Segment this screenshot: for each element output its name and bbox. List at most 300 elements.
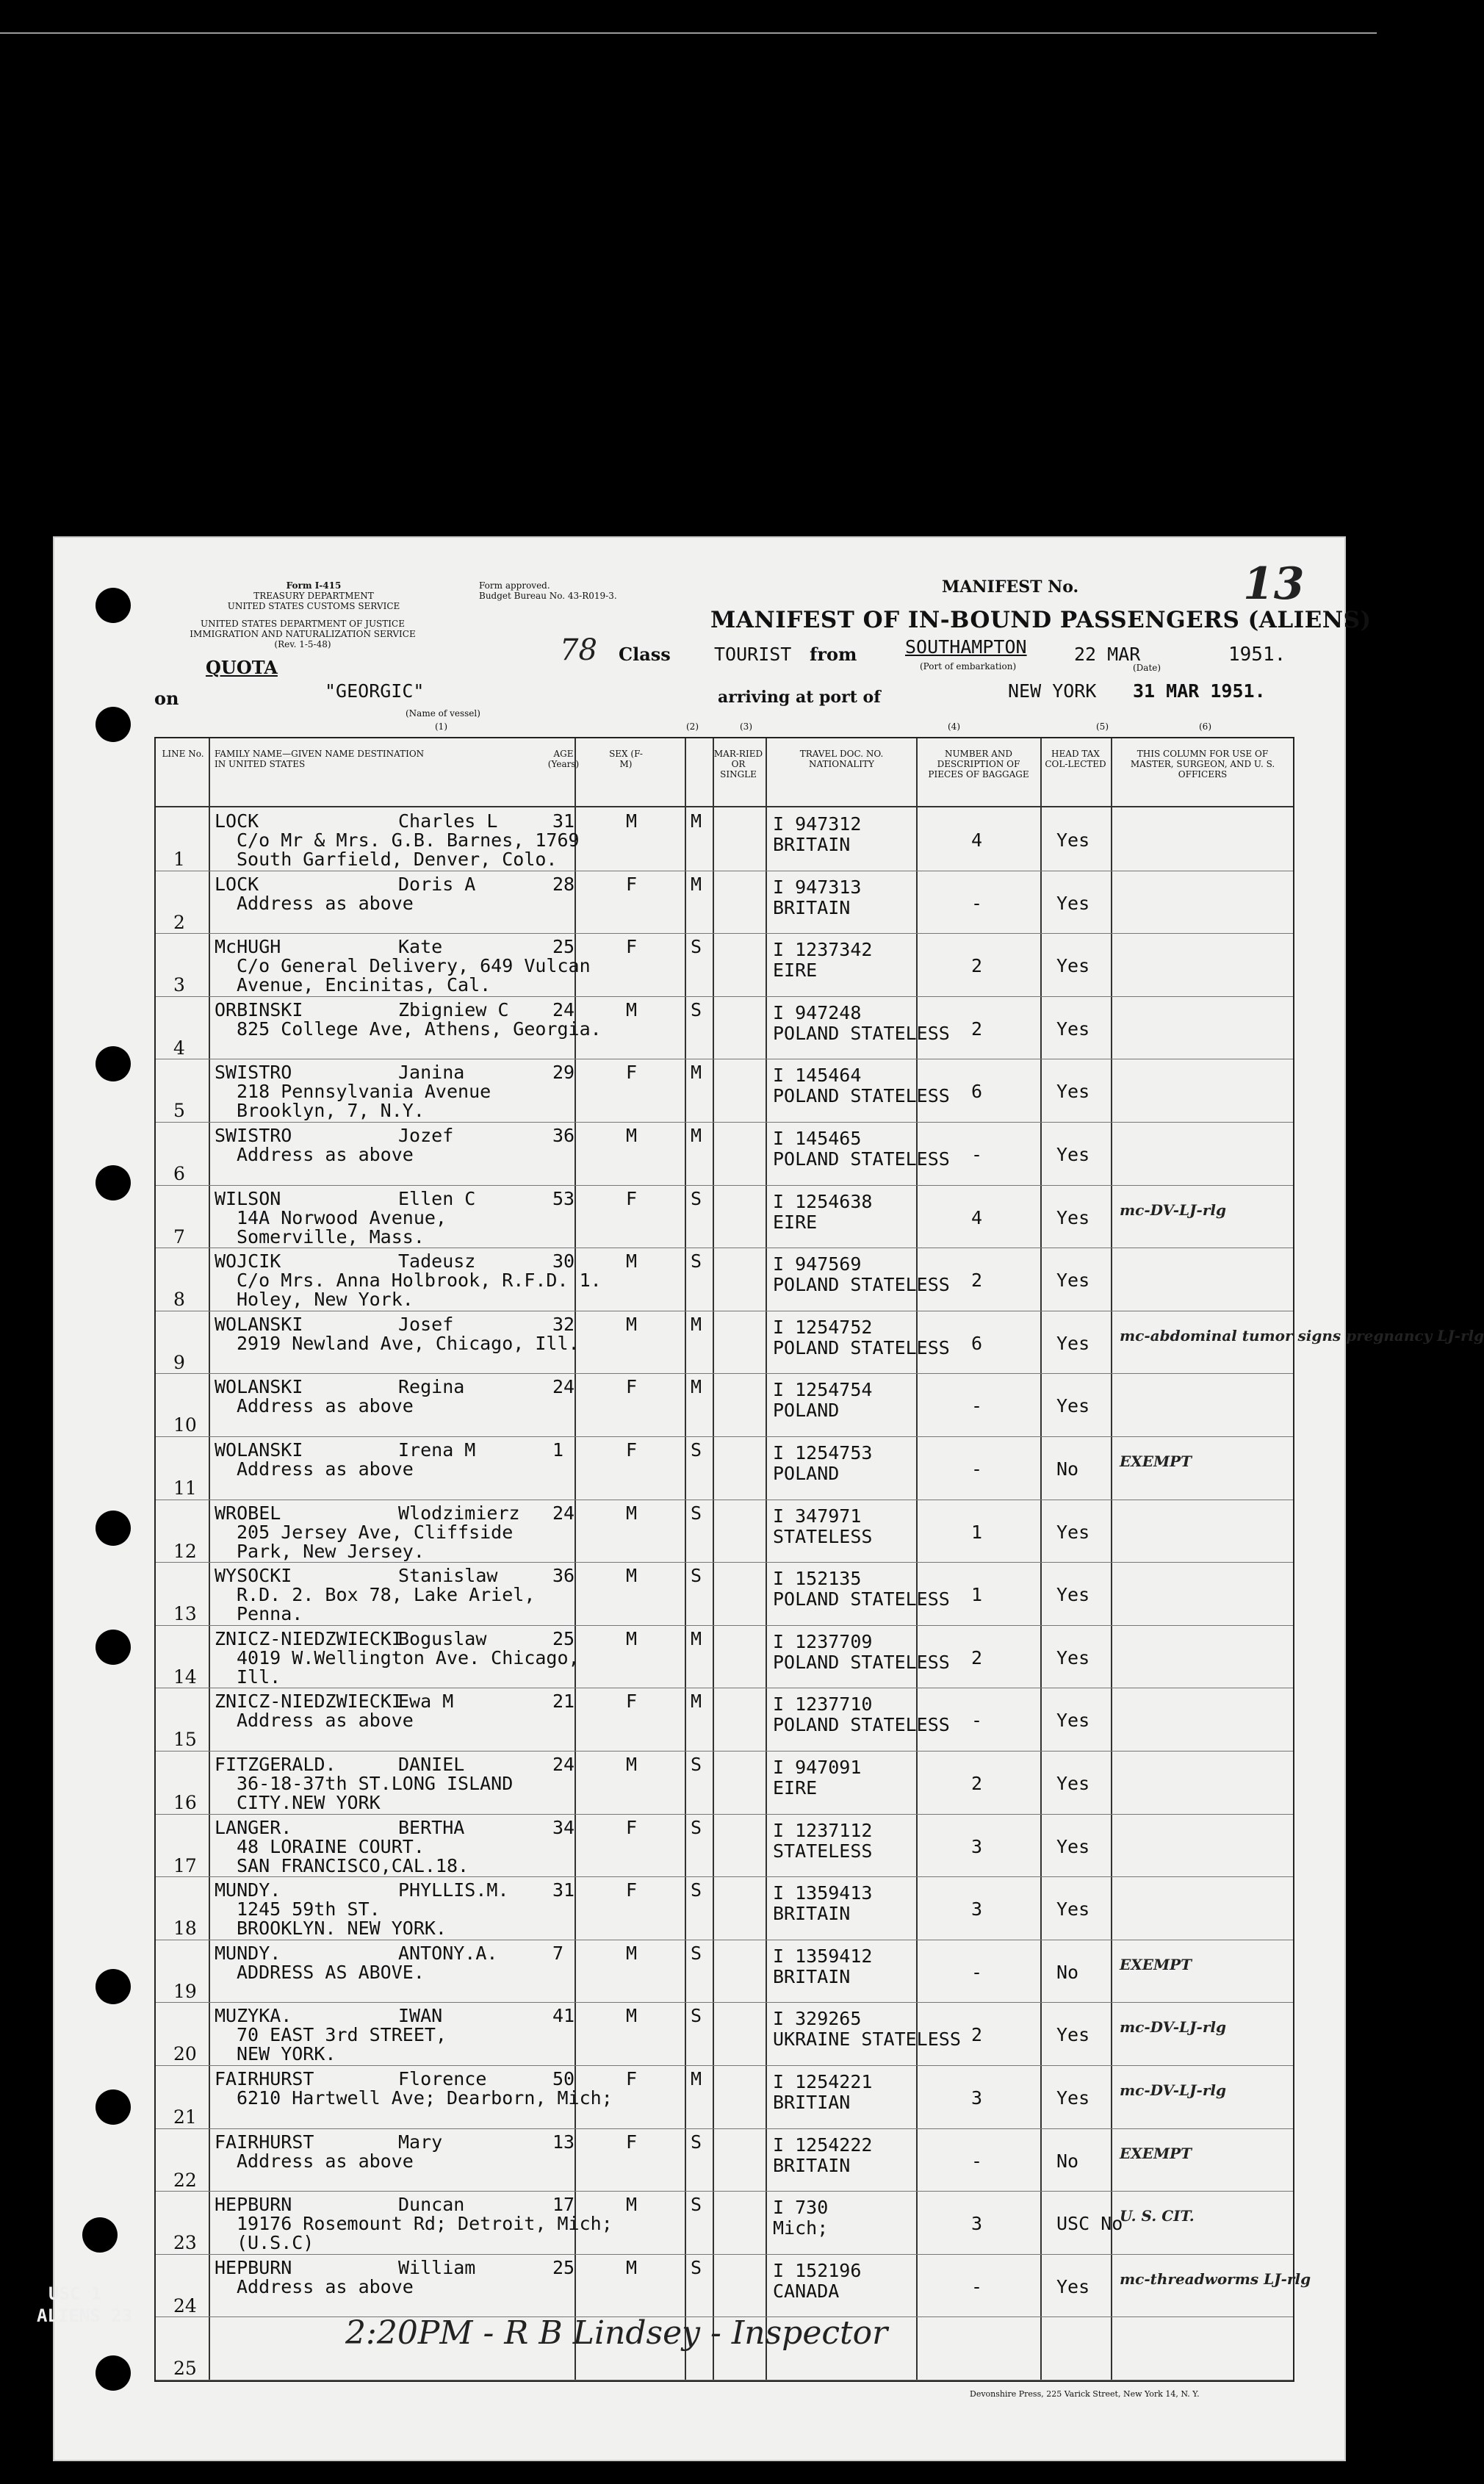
row-sex: F: [626, 936, 638, 958]
row-marital: M: [691, 1376, 702, 1398]
header-tax: HEAD TAX COL-LECTED: [1045, 749, 1106, 769]
row-line-number: 1: [173, 849, 185, 870]
row-line-number: 17: [173, 1854, 197, 1876]
table-row: [156, 2191, 1293, 2255]
row-line-number: 2: [173, 911, 185, 933]
row-marital: S: [691, 936, 702, 958]
header-use: THIS COLUMN FOR USE OF MASTER, SURGEON, AND U. S. OFFICERS: [1130, 749, 1275, 780]
row-officer-note: EXEMPT: [1120, 1955, 1192, 1973]
class-number: 78: [560, 633, 597, 667]
row-given-name: PHYLLIS.M.: [398, 1879, 509, 1901]
row-destination: 6210 Hartwell Ave; Dearborn, Mich;: [237, 2087, 613, 2109]
row-family-name: WOLANSKI: [215, 1313, 303, 1335]
row-nationality: POLAND STATELESS: [773, 1588, 950, 1610]
row-given-name: Zbigniew C: [398, 998, 509, 1020]
row-nationality: POLAND STATELESS: [773, 1714, 950, 1736]
row-head-tax: Yes: [1056, 892, 1090, 914]
row-marital: S: [691, 1754, 702, 1775]
row-family-name: LOCK: [215, 873, 259, 895]
row-destination: C/o Mr & Mrs. G.B. Barnes, 1769: [237, 829, 580, 851]
header-travel: TRAVEL DOC. NO. NATIONALITY: [799, 749, 884, 769]
col-num-5: (5): [1096, 721, 1109, 732]
row-head-tax: Yes: [1056, 1144, 1090, 1165]
table-row: [156, 1814, 1293, 1878]
binder-hole: [82, 2217, 118, 2253]
manifest-table: [154, 737, 1484, 2382]
quota-label: QUOTA: [206, 657, 278, 678]
row-nationality: BRITAIN: [773, 2154, 851, 2176]
table-row: [156, 807, 1293, 871]
row-head-tax: Yes: [1056, 1710, 1090, 1732]
row-marital: S: [691, 2194, 702, 2216]
row-marital: S: [691, 1250, 702, 1272]
row-line-number: 20: [173, 2043, 197, 2065]
manifest-title: MANIFEST OF IN-BOUND PASSENGERS (ALIENS): [710, 607, 1372, 633]
row-given-name: DANIEL: [398, 1754, 465, 1775]
row-line-number: 25: [173, 2358, 197, 2380]
table-row: [156, 2065, 1293, 2129]
row-family-name: LOCK: [215, 810, 259, 832]
binder-hole: [96, 1969, 131, 2004]
row-head-tax: Yes: [1056, 1646, 1090, 1668]
row-family-name: SWISTRO: [215, 1062, 292, 1084]
row-baggage: 2: [971, 1773, 983, 1794]
row-family-name: FAIRHURST: [215, 2068, 314, 2089]
row-nationality: BRITAIN: [773, 896, 851, 918]
header-baggage: NUMBER AND DESCRIPTION OF PIECES OF BAGGAGE: [928, 749, 1029, 780]
row-marital: M: [691, 1627, 702, 1649]
row-destination: 48 LORAINE COURT.: [237, 1835, 425, 1857]
row-travel-doc: I 1254221: [773, 2071, 873, 2092]
row-travel-doc: I 1254222: [773, 2134, 873, 2156]
inspector-signature: 2:20PM - R B Lindsey - Inspector: [345, 2314, 888, 2352]
row-age: 29: [552, 1062, 575, 1084]
row-baggage: 3: [971, 2087, 983, 2109]
row-given-name: Mary: [398, 2131, 443, 2153]
row-family-name: FAIRHURST: [215, 2131, 314, 2153]
form-number: Form I-415: [286, 580, 342, 591]
table-row: [156, 996, 1293, 1060]
row-baggage: 1: [971, 1521, 983, 1543]
row-given-name: ANTONY.A.: [398, 1942, 498, 1964]
row-destination: 14A Norwood Avenue,: [237, 1206, 447, 1228]
row-family-name: McHUGH: [215, 936, 281, 958]
row-destination: C/o General Delivery, 649 Vulcan: [237, 955, 591, 977]
row-nationality: CANADA: [773, 2280, 840, 2302]
row-nationality: POLAND: [773, 1400, 840, 1422]
row-family-name: HEPBURN: [215, 2256, 292, 2278]
departure-date: 22 MAR: [1074, 644, 1141, 665]
col-num-4: (4): [948, 721, 960, 732]
row-officer-note: EXEMPT: [1120, 1452, 1192, 1470]
row-marital: S: [691, 1942, 702, 1964]
manifest-no-label: MANIFEST No.: [942, 577, 1079, 597]
row-head-tax: Yes: [1056, 1270, 1090, 1292]
row-nationality: BRITIAN: [773, 2092, 851, 2113]
on-label: on: [154, 688, 179, 709]
row-line-number: 24: [173, 2294, 197, 2316]
row-line-number: 3: [173, 974, 185, 996]
row-destination-2: South Garfield, Denver, Colo.: [237, 849, 558, 870]
row-marital: S: [691, 1439, 702, 1461]
row-family-name: WOLANSKI: [215, 1376, 303, 1398]
row-baggage: -: [971, 1458, 983, 1480]
row-age: 24: [552, 1754, 575, 1775]
row-baggage: 2: [971, 955, 983, 977]
row-head-tax: No: [1056, 1458, 1079, 1480]
row-travel-doc: I 1237342: [773, 939, 873, 961]
header-name: FAMILY NAME—GIVEN NAME DESTINATION IN UNITED STATES: [215, 749, 425, 769]
row-destination: Address as above: [237, 2150, 414, 2172]
row-head-tax: Yes: [1056, 955, 1090, 977]
row-marital: S: [691, 1879, 702, 1901]
row-sex: M: [626, 2194, 638, 2216]
row-head-tax: Yes: [1056, 1898, 1090, 1920]
row-age: 17: [552, 2194, 575, 2216]
row-family-name: WOLANSKI: [215, 1439, 303, 1461]
row-officer-note: mc-DV-LJ-rlg: [1120, 2081, 1226, 2099]
row-nationality: POLAND STATELESS: [773, 1022, 950, 1044]
row-destination: Address as above: [237, 1144, 414, 1165]
row-baggage: 1: [971, 1584, 983, 1606]
row-age: 25: [552, 1627, 575, 1649]
row-head-tax: Yes: [1056, 1206, 1090, 1228]
row-given-name: Ewa M: [398, 1691, 454, 1713]
row-destination-2: Holey, New York.: [237, 1289, 414, 1311]
row-age: 36: [552, 1125, 575, 1146]
table-row: [156, 2128, 1293, 2192]
binder-hole: [96, 2089, 131, 2125]
row-sex: M: [626, 2256, 638, 2278]
row-age: 34: [552, 1816, 575, 1838]
row-given-name: Doris A: [398, 873, 476, 895]
row-sex: M: [626, 1313, 638, 1335]
row-sex: M: [626, 1502, 638, 1524]
row-nationality: STATELESS: [773, 1840, 873, 1862]
table-row: [156, 1373, 1293, 1437]
row-officer-note: mc-abdominal tumor signs pregnancy LJ-rlg: [1120, 1326, 1484, 1344]
row-age: 1: [552, 1439, 564, 1461]
row-travel-doc: I 947312: [773, 813, 862, 835]
row-age: 41: [552, 2005, 575, 2027]
row-destination: Address as above: [237, 1458, 414, 1480]
row-destination-2: BROOKLYN. NEW YORK.: [237, 1918, 447, 1940]
row-destination-2: Ill.: [237, 1666, 281, 1688]
col-num-3: (3): [740, 721, 752, 732]
table-row: [156, 1688, 1293, 1752]
row-head-tax: No: [1056, 2150, 1079, 2172]
row-destination: 36-18-37th ST.LONG ISLAND: [237, 1773, 514, 1794]
row-baggage: -: [971, 1395, 983, 1417]
row-sex: F: [626, 2131, 638, 2153]
row-sex: F: [626, 1187, 638, 1209]
row-family-name: FITZGERALD.: [215, 1754, 336, 1775]
row-given-name: Regina: [398, 1376, 465, 1398]
row-marital: S: [691, 2256, 702, 2278]
row-nationality: STATELESS: [773, 1525, 873, 1547]
row-given-name: Kate: [398, 936, 443, 958]
row-head-tax: Yes: [1056, 1835, 1090, 1857]
row-age: 21: [552, 1691, 575, 1713]
binder-hole: [96, 2355, 131, 2391]
table-row: [156, 871, 1293, 935]
row-travel-doc: I 947248: [773, 1001, 862, 1023]
table-row: [156, 1751, 1293, 1815]
header-age: AGE (Years): [547, 749, 580, 769]
row-family-name: WILSON: [215, 1187, 281, 1209]
row-destination-2: Somerville, Mass.: [237, 1225, 425, 1248]
row-line-number: 8: [173, 1289, 185, 1311]
row-age: 25: [552, 2256, 575, 2278]
row-travel-doc: I 1237710: [773, 1693, 873, 1716]
row-marital: M: [691, 1691, 702, 1713]
table-row: [156, 1185, 1293, 1249]
row-head-tax: Yes: [1056, 1521, 1090, 1543]
binder-hole: [96, 588, 131, 623]
row-sex: F: [626, 2068, 638, 2089]
row-nationality: BRITAIN: [773, 1903, 851, 1925]
row-sex: M: [626, 2005, 638, 2027]
row-given-name: Tadeusz: [398, 1250, 476, 1272]
table-row: [156, 1625, 1293, 1689]
manifest-number: 13: [1243, 558, 1305, 610]
row-age: 32: [552, 1313, 575, 1335]
row-baggage: -: [971, 892, 983, 914]
row-age: 7: [552, 1942, 564, 1964]
row-sex: M: [626, 1125, 638, 1146]
row-travel-doc: I 1254752: [773, 1316, 873, 1338]
row-line-number: 12: [173, 1540, 197, 1562]
table-row: [156, 2002, 1293, 2066]
arriving-label: arriving at port of: [718, 688, 881, 707]
row-destination-2: Penna.: [237, 1603, 303, 1625]
row-baggage: 6: [971, 1081, 983, 1103]
row-destination-2: Avenue, Encinitas, Cal.: [237, 974, 491, 996]
arrival-port: NEW YORK: [1008, 680, 1097, 702]
row-nationality: POLAND STATELESS: [773, 1274, 950, 1296]
row-baggage: 2: [971, 1270, 983, 1292]
table-row: [156, 933, 1293, 997]
row-destination: Address as above: [237, 1710, 414, 1732]
dept-justice: UNITED STATES DEPARTMENT OF JUSTICE: [201, 619, 405, 629]
port-caption: (Port of embarkation): [920, 661, 1017, 672]
row-travel-doc: I 152196: [773, 2259, 862, 2281]
row-marital: M: [691, 1062, 702, 1084]
row-age: 24: [552, 1502, 575, 1524]
row-sex: M: [626, 1250, 638, 1272]
row-travel-doc: I 1359412: [773, 1945, 873, 1967]
row-line-number: 19: [173, 1980, 197, 2002]
row-line-number: 13: [173, 1603, 197, 1625]
row-destination: Address as above: [237, 1395, 414, 1417]
top-rule: [0, 32, 1377, 34]
row-head-tax: Yes: [1056, 1332, 1090, 1354]
row-officer-note: U. S. CIT.: [1120, 2207, 1195, 2225]
row-head-tax: Yes: [1056, 2024, 1090, 2046]
row-destination-2: Brooklyn, 7, N.Y.: [237, 1100, 425, 1122]
row-destination: 19176 Rosemount Rd; Detroit, Mich;: [237, 2213, 613, 2235]
row-given-name: Jozef: [398, 1125, 454, 1146]
row-travel-doc: I 145464: [773, 1065, 862, 1087]
dept-treasury: TREASURY DEPARTMENT: [253, 591, 374, 601]
row-baggage: -: [971, 1961, 983, 1983]
table-row: [156, 1059, 1293, 1123]
row-marital: M: [691, 873, 702, 895]
from-label: from: [810, 644, 857, 665]
row-sex: F: [626, 1691, 638, 1713]
row-head-tax: Yes: [1056, 1081, 1090, 1103]
row-family-name: HEPBURN: [215, 2194, 292, 2216]
row-travel-doc: I 1254754: [773, 1379, 873, 1401]
row-travel-doc: I 947569: [773, 1253, 862, 1275]
row-sex: F: [626, 1879, 638, 1901]
row-sex: F: [626, 1062, 638, 1084]
row-head-tax: Yes: [1056, 1584, 1090, 1606]
row-age: 50: [552, 2068, 575, 2089]
row-destination: R.D. 2. Box 78, Lake Ariel,: [237, 1584, 536, 1606]
row-family-name: MUNDY.: [215, 1942, 281, 1964]
row-travel-doc: I 947313: [773, 876, 862, 898]
row-destination: 218 Pennsylvania Avenue: [237, 1081, 491, 1103]
row-destination-2: CITY.NEW YORK: [237, 1792, 381, 1813]
row-travel-doc: I 145465: [773, 1128, 862, 1149]
row-head-tax: Yes: [1056, 1018, 1090, 1040]
row-sex: M: [626, 1565, 638, 1587]
row-baggage: 3: [971, 1835, 983, 1857]
table-row: [156, 1876, 1293, 1940]
row-family-name: WOJCIK: [215, 1250, 281, 1272]
dept-customs: UNITED STATES CUSTOMS SERVICE: [227, 601, 400, 611]
row-travel-doc: I 947091: [773, 1757, 862, 1778]
row-head-tax: Yes: [1056, 2087, 1090, 2109]
row-destination-2: (U.S.C): [237, 2232, 314, 2254]
row-travel-doc: I 1237112: [773, 1819, 873, 1841]
row-family-name: ZNICZ-NIEDZWIECKI: [215, 1627, 403, 1649]
binder-hole: [96, 1630, 131, 1665]
row-age: 31: [552, 810, 575, 832]
row-sex: M: [626, 998, 638, 1020]
table-row: [156, 1562, 1293, 1626]
row-marital: M: [691, 810, 702, 832]
row-line-number: 14: [173, 1666, 197, 1688]
row-given-name: William: [398, 2256, 476, 2278]
row-destination: 1245 59th ST.: [237, 1898, 381, 1920]
row-marital: S: [691, 1502, 702, 1524]
row-destination: ADDRESS AS ABOVE.: [237, 1961, 425, 1983]
row-destination: 825 College Ave, Athens, Georgia.: [237, 1018, 602, 1040]
row-nationality: EIRE: [773, 960, 818, 982]
table-row: [156, 1311, 1484, 1375]
row-family-name: MUNDY.: [215, 1879, 281, 1901]
row-sex: F: [626, 1376, 638, 1398]
row-line-number: 16: [173, 1792, 197, 1813]
row-marital: S: [691, 1816, 702, 1838]
row-head-tax: No: [1056, 1961, 1079, 1983]
row-baggage: 3: [971, 2213, 983, 2235]
row-given-name: Wlodzimierz: [398, 1502, 520, 1524]
row-line-number: 15: [173, 1729, 197, 1751]
year: 1951.: [1228, 644, 1286, 666]
class-value: TOURIST: [714, 644, 792, 665]
row-family-name: WYSOCKI: [215, 1565, 292, 1587]
row-nationality: EIRE: [773, 1211, 818, 1233]
row-destination: Address as above: [237, 2275, 414, 2297]
budget-text: Budget Bureau No. 43-R019-3.: [479, 591, 617, 601]
row-sex: F: [626, 873, 638, 895]
row-destination: 70 EAST 3rd STREET,: [237, 2024, 447, 2046]
row-nationality: POLAND STATELESS: [773, 1148, 950, 1170]
row-officer-note: EXEMPT: [1120, 2144, 1192, 2162]
row-family-name: ZNICZ-NIEDZWIECKI: [215, 1691, 403, 1713]
row-line-number: 10: [173, 1414, 197, 1436]
row-sex: M: [626, 810, 638, 832]
row-age: 25: [552, 936, 575, 958]
arrival-date: 31 MAR 1951.: [1133, 680, 1266, 702]
header-line: LINE No.: [162, 749, 204, 759]
row-given-name: Janina: [398, 1062, 465, 1084]
vessel-name: "GEORGIC": [325, 680, 425, 702]
row-given-name: Boguslaw: [398, 1627, 487, 1649]
row-marital: S: [691, 2005, 702, 2027]
row-marital: S: [691, 998, 702, 1020]
row-given-name: Duncan: [398, 2194, 465, 2216]
row-baggage: 4: [971, 1206, 983, 1228]
header-married: MAR-RIED OR SINGLE: [713, 749, 763, 780]
row-destination: 205 Jersey Ave, Cliffside: [237, 1521, 514, 1543]
row-baggage: -: [971, 2150, 983, 2172]
row-age: 36: [552, 1565, 575, 1587]
row-nationality: Mich;: [773, 2217, 829, 2239]
row-travel-doc: I 1237709: [773, 1630, 873, 1652]
row-line-number: 6: [173, 1163, 185, 1184]
row-marital: S: [691, 1565, 702, 1587]
row-destination: 2919 Newland Ave, Chicago, Ill.: [237, 1332, 580, 1354]
row-travel-doc: I 347971: [773, 1505, 862, 1527]
row-nationality: POLAND STATELESS: [773, 1651, 950, 1673]
row-given-name: Charles L: [398, 810, 498, 832]
binder-hole: [96, 1165, 131, 1200]
row-travel-doc: I 1254638: [773, 1190, 873, 1212]
form-header-left2: [141, 619, 464, 649]
row-sex: F: [626, 1816, 638, 1838]
binder-hole: [96, 1046, 131, 1081]
row-officer-note: mc-threadworms LJ-rlg: [1120, 2269, 1311, 2288]
row-marital: M: [691, 1125, 702, 1146]
binder-hole: [96, 1511, 131, 1546]
form-revision: (Rev. 1-5-48): [274, 639, 331, 649]
row-baggage: -: [971, 2275, 983, 2297]
row-given-name: Florence: [398, 2068, 487, 2089]
vessel-caption: (Name of vessel): [406, 708, 480, 719]
row-officer-note: mc-DV-LJ-rlg: [1120, 1200, 1226, 1219]
row-line-number: 18: [173, 1918, 197, 1940]
row-marital: M: [691, 2068, 702, 2089]
row-baggage: 2: [971, 2024, 983, 2046]
row-line-number: 9: [173, 1351, 185, 1373]
table-row: [156, 1248, 1293, 1311]
col-num-6: (6): [1199, 721, 1211, 732]
row-travel-doc: I 329265: [773, 2008, 862, 2030]
row-destination-2: SAN FRANCISCO,CAL.18.: [237, 1854, 469, 1876]
row-family-name: MUZYKA.: [215, 2005, 292, 2027]
row-sex: M: [626, 1754, 638, 1775]
row-marital: S: [691, 1187, 702, 1209]
row-age: 24: [552, 1376, 575, 1398]
row-given-name: BERTHA: [398, 1816, 465, 1838]
table-row: [156, 1500, 1293, 1563]
row-age: 53: [552, 1187, 575, 1209]
table-row: [156, 2254, 1311, 2318]
